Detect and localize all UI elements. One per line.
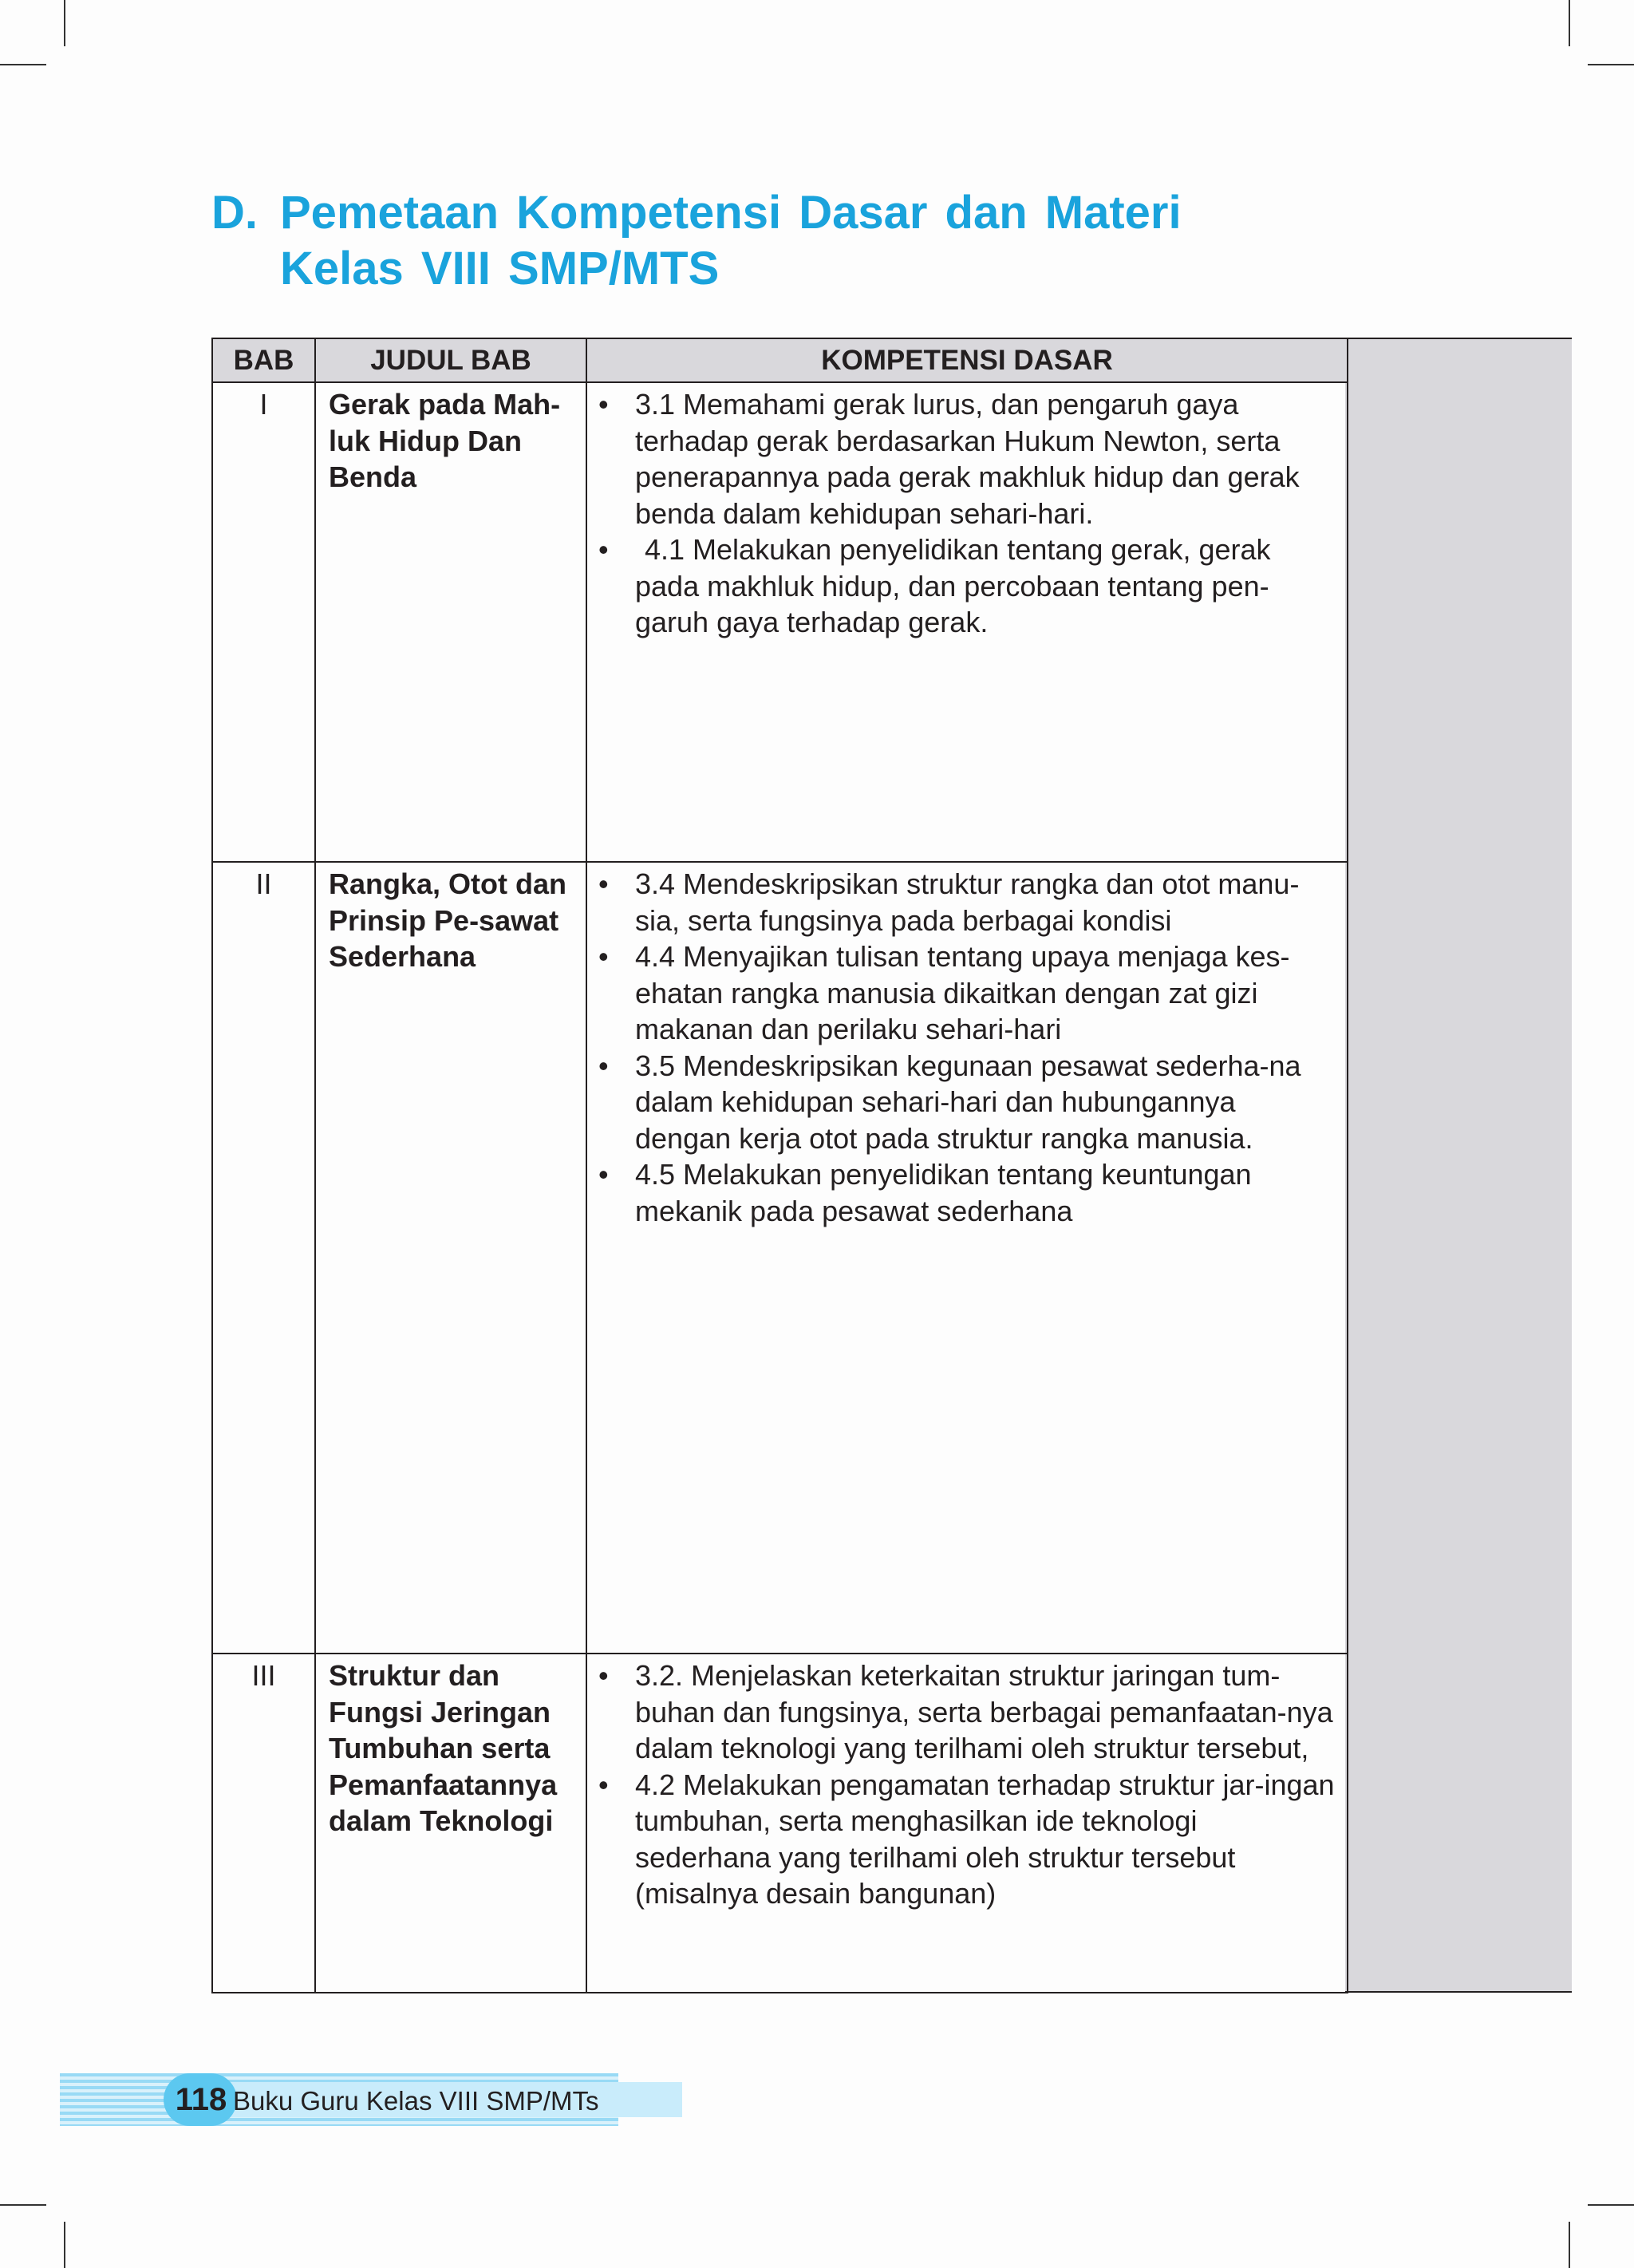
table-row [212,1654,1348,1993]
competency-text: 3.4 Mendeskripsikan struktur rangka dan otot manu-sia, serta fungsinya pada berbagai kondisi [635,867,1300,937]
crop-mark [1569,0,1570,46]
list-item [598,1658,1337,1767]
book-title: Buku Guru Kelas VIII SMP/MTs [233,2086,599,2116]
list-item [598,531,1337,641]
competency-table [211,338,1348,1993]
competency-text: 4.4 Menyajikan tulisan tentang upaya menjaga kes-ehatan rangka manusia dikaitkan dengan zat gizi makanan dan perilaku sehari-hari [635,940,1290,1045]
crop-mark [64,0,65,46]
crop-mark [1588,2204,1634,2206]
header-judul-bab: JUDUL BAB [315,338,586,382]
header-kompetensi-dasar: KOMPETENSI DASAR [586,338,1348,382]
bullet: • [598,533,609,566]
bullet: • [598,1768,609,1801]
competency-list [598,386,1337,641]
table-row [212,382,1348,862]
bab-number: II [212,862,315,1654]
bullet: • [598,388,609,421]
heading-line-1: Pemetaan Kompetensi Dasar dan Materi [280,187,1182,239]
crop-mark [0,2204,46,2206]
section-heading [211,185,1182,297]
competency-list [598,1658,1337,1912]
bullet: • [598,1659,609,1692]
competency-text: 3.2. Menjelaskan keterkaitan struktur jaringan tum-buhan dan fungsinya, serta berbagai pemanfaatan-nya dalam teknologi yang terilhami oleh struktur tersebut, [635,1659,1333,1764]
competency-text: 4.5 Melakukan penyelidikan tentang keuntungan mekanik pada pesawat sederhana [635,1158,1252,1227]
crop-mark [64,2222,65,2268]
table-row [212,862,1348,1654]
list-item [598,1156,1337,1229]
header-bab: BAB [212,338,315,382]
side-shaded-column [1345,338,1572,1993]
list-item [598,1767,1337,1912]
competency-text: 3.1 Memahami gerak lurus, dan pengaruh gaya terhadap gerak berdasarkan Hukum Newton, serta penerapannya pada gerak makhluk hidup dan gerak benda dalam kehidupan sehari-hari. [635,388,1300,530]
list-item [598,866,1337,938]
competency-list [598,866,1337,1229]
bab-number: III [212,1654,315,1993]
chapter-title: Rangka, Otot dan Prinsip Pe-sawat Sederhana [315,862,586,1654]
heading-line-2: Kelas VIII SMP/MTS [280,243,720,294]
crop-mark [0,64,46,65]
bullet: • [598,867,609,900]
competency-cell [586,862,1348,1654]
table-header-row [212,338,1348,382]
page-number: 118 [175,2082,227,2117]
bab-number: I [212,382,315,862]
chapter-title: Gerak pada Mah-luk Hidup Dan Benda [315,382,586,862]
crop-mark [1588,64,1634,65]
competency-text: 3.5 Mendeskripsikan kegunaan pesawat sederha-na dalam kehidupan sehari-hari dan hubungannya dengan kerja otot pada struktur rangka manusia. [635,1049,1301,1155]
section-letter: D. [211,187,258,239]
list-item [598,1048,1337,1157]
crop-mark [1569,2222,1570,2268]
bullet: • [598,1049,609,1082]
competency-cell [586,382,1348,862]
page-footer [60,2073,618,2126]
list-item [598,386,1337,531]
competency-text: 4.2 Melakukan pengamatan terhadap struktur jar-ingan tumbuhan, serta menghasilkan ide teknologi sederhana yang terilhami oleh struktur tersebut (misalnya desain bangunan) [635,1768,1335,1910]
bullet: • [598,1158,609,1191]
bullet: • [598,940,609,973]
competency-text: 4.1 Melakukan penyelidikan tentang gerak, gerak pada makhluk hidup, dan percobaan tentang pen-garuh gaya terhadap gerak. [635,533,1271,638]
competency-cell [586,1654,1348,1993]
chapter-title: Struktur dan Fungsi Jeringan Tumbuhan serta Pemanfaatannya dalam Teknologi [315,1654,586,1993]
list-item [598,938,1337,1048]
